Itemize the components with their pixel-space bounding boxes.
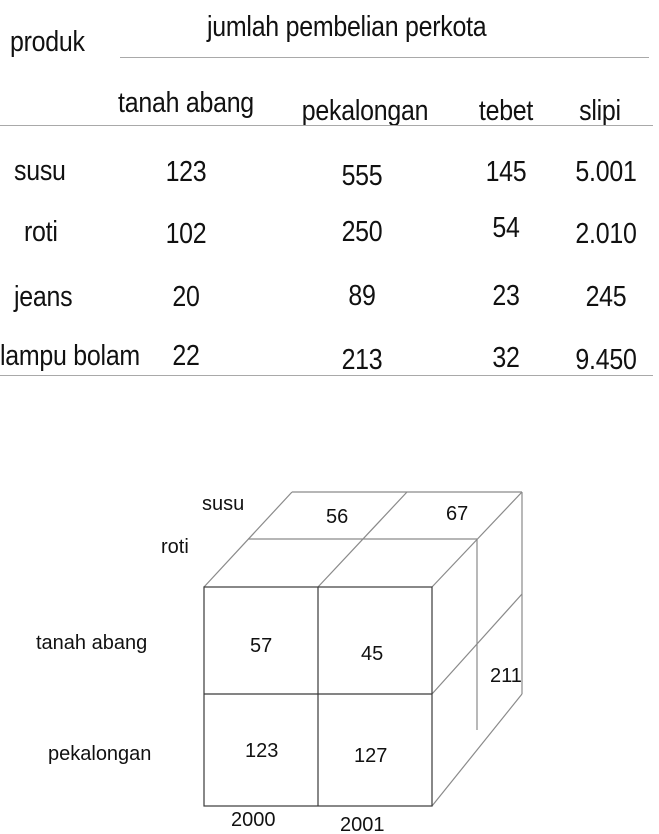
table-cell: 213 [341,344,383,376]
table-cell: 5.001 [575,156,637,188]
row-label-tanah-abang: tanah abang [36,632,148,654]
table-cell: 245 [585,281,627,313]
table-cell: 102 [165,218,207,250]
table-cell: 9.450 [575,344,637,376]
cube-cell-value: 57 [250,635,273,657]
cube-top-value: 67 [446,503,469,525]
year-label-2000: 2000 [231,809,276,831]
depth-label-roti: roti [161,536,189,558]
table-cell: 2.010 [575,218,637,250]
corner-label-produk: produk [10,26,85,58]
column-header-tanah-abang: tanah abang [118,87,254,119]
cube-cell-value: 123 [245,740,279,762]
cube-cell-value: 45 [361,643,384,665]
row-label-susu: susu [14,155,66,187]
column-header-slipi: slipi [579,95,621,127]
row-label-pekalongan: pekalongan [48,743,152,765]
row-label-lampu-bolam: lampu bolam [0,340,140,372]
table-cell: 123 [165,156,207,188]
table-cell: 32 [492,342,520,374]
table-cell: 145 [485,156,527,188]
cube-side-value: 211 [490,665,522,687]
table-cell: 23 [492,280,520,312]
cube-top-value: 56 [326,506,349,528]
table-cell: 89 [348,280,376,312]
row-label-roti: roti [24,216,58,248]
table-cell: 54 [492,212,520,244]
row-label-jeans: jeans [14,281,73,313]
depth-label-susu: susu [202,493,245,515]
column-header-tebet: tebet [478,95,534,127]
year-label-2001: 2001 [340,814,385,834]
group-header-jumlah-pembelian: jumlah pembelian perkota [207,11,487,43]
table-cell: 22 [172,340,200,372]
table-cell: 20 [172,281,200,313]
cube-cell-value: 127 [354,745,388,767]
column-header-pekalongan: pekalongan [301,95,429,127]
table-cell: 250 [341,216,383,248]
table-cell: 555 [341,160,383,192]
